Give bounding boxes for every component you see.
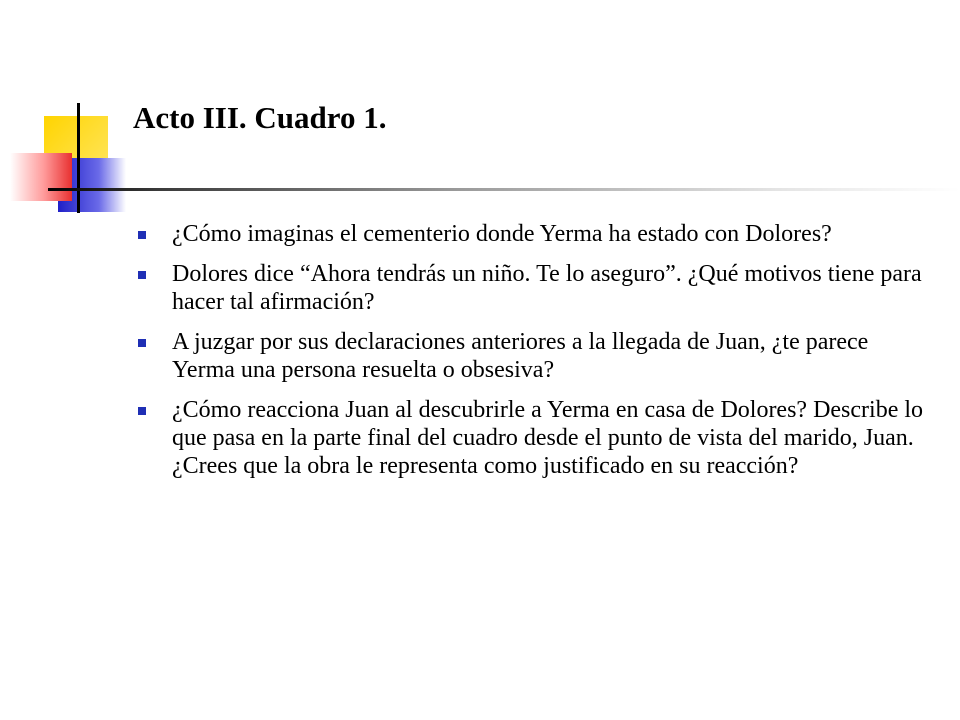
slide-title: Acto III. Cuadro 1. (133, 100, 387, 135)
bullet-list (130, 220, 930, 492)
title-underline (48, 188, 960, 191)
square-bullet-icon (138, 231, 146, 239)
bullet-item-2 (130, 260, 930, 316)
decorative-squares-logo (0, 0, 140, 230)
square-bullet-icon (138, 407, 146, 415)
square-bullet-icon (138, 339, 146, 347)
red-square (10, 153, 72, 201)
bullet-text-4: ¿Cómo reacciona Juan al descubrirle a Yerma en casa de Dolores? Describe lo que pasa en la parte final del cuadro desde el punto de vista del marido, Juan. ¿Crees que la obra le representa como justificado en su reacción? (172, 397, 924, 479)
bullet-item-1 (130, 220, 930, 248)
bullet-item-4 (130, 396, 930, 480)
square-bullet-icon (138, 271, 146, 279)
bullet-text-3: A juzgar por sus declaraciones anteriores a la llegada de Juan, ¿te parece Yerma una persona resuelta o obsesiva? (172, 329, 869, 383)
bullet-item-3 (130, 328, 930, 384)
vertical-line (77, 103, 80, 213)
bullet-text-1: ¿Cómo imaginas el cementerio donde Yerma ha estado con Dolores? (172, 221, 832, 247)
bullet-text-2: Dolores dice “Ahora tendrás un niño. Te lo aseguro”. ¿Qué motivos tiene para hacer tal afirmación? (172, 261, 922, 315)
